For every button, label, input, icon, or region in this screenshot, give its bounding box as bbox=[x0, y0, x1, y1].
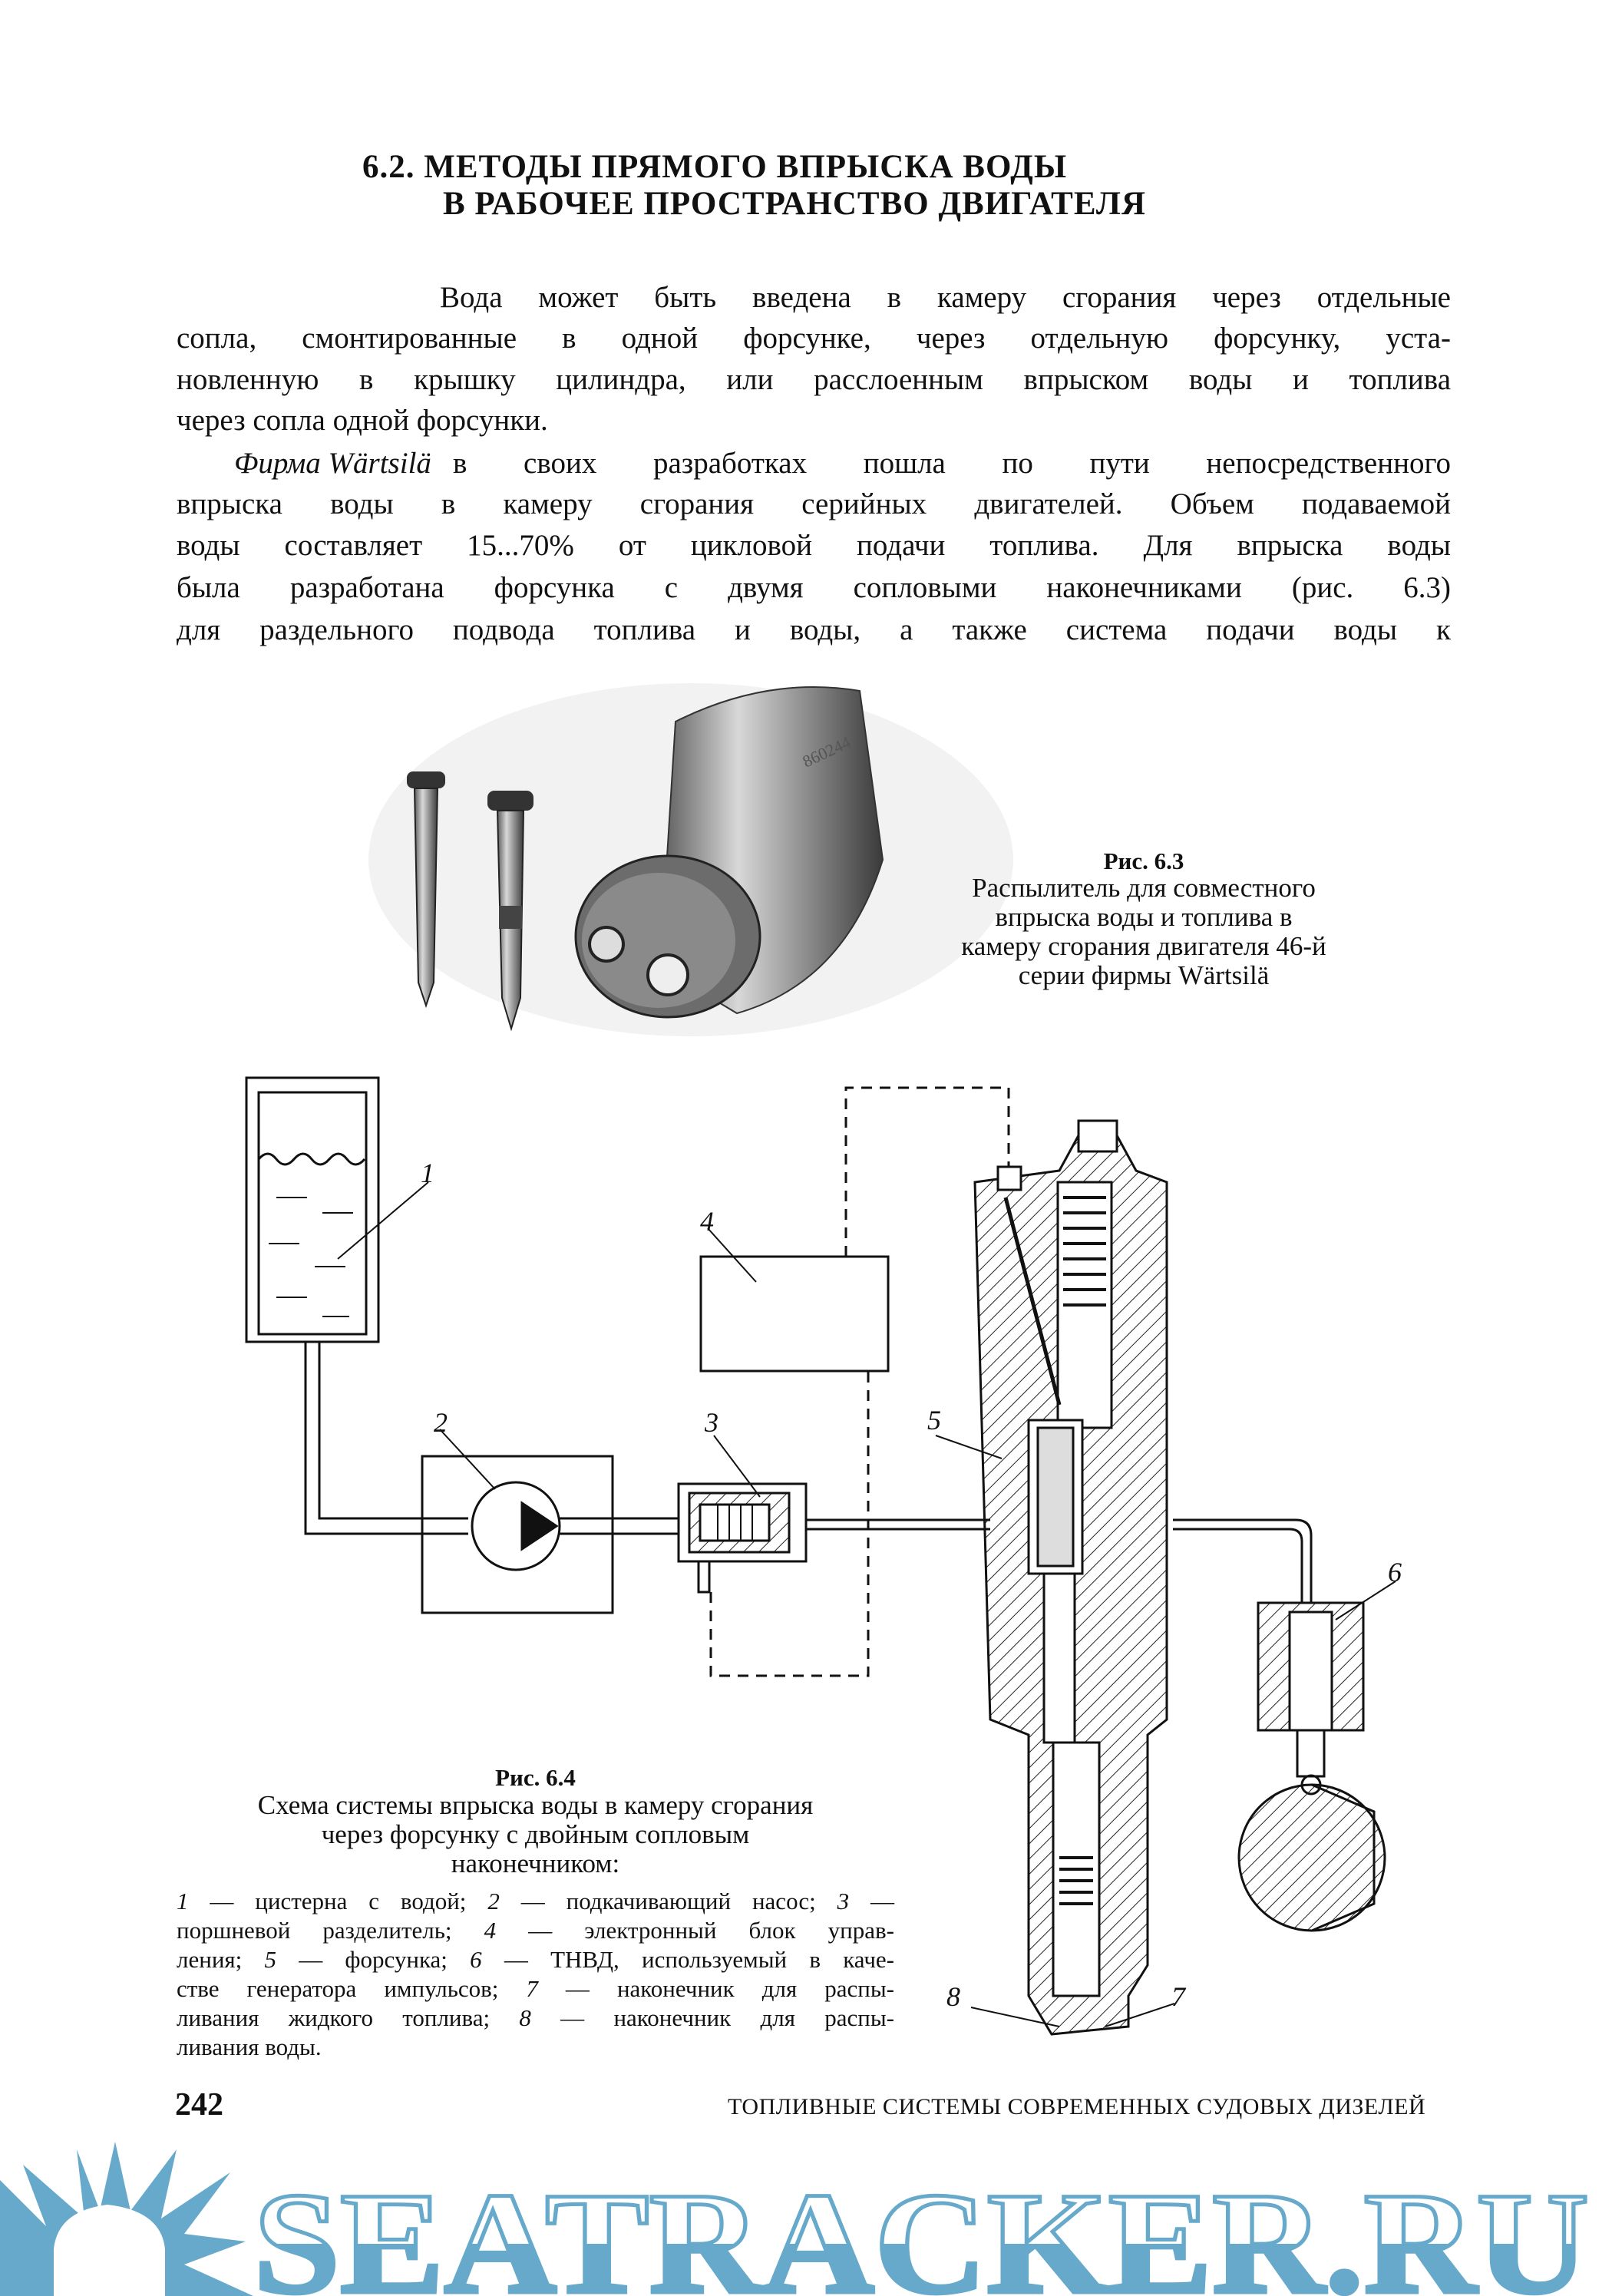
watermark-text: SEATRACKER.RU bbox=[253, 2163, 1589, 2296]
fig-6-4-label: Рис. 6.4 bbox=[495, 1764, 576, 1791]
body-line: для раздельного подвода топлива и воды, а также система подачи воды к bbox=[177, 613, 1451, 646]
hp-fuel-pump bbox=[1239, 1603, 1385, 1931]
watermark-logo bbox=[0, 2142, 1589, 2296]
legend-line: 1 — цистерна с водой; 2 — подкачивающий насос; 3 — bbox=[177, 1888, 894, 1914]
legend-line: стве генератора импульсов; 7 — наконечник для распы- bbox=[177, 1975, 894, 2002]
fig-6-3-caption-line: серии фирмы Wärtsilä bbox=[1018, 960, 1270, 990]
callout-7: 7 bbox=[1171, 1981, 1185, 2012]
section-title-line1: 6.2. МЕТОДЫ ПРЯМОГО ВПРЫСКА ВОДЫ bbox=[362, 149, 1068, 185]
callout-6: 6 bbox=[1388, 1557, 1402, 1587]
fig-6-3-label: Рис. 6.3 bbox=[1103, 847, 1184, 874]
control-unit bbox=[701, 1257, 888, 1371]
sun-icon bbox=[0, 2142, 253, 2296]
body-line: Вода может быть введена в камеру сгорания через отдельные bbox=[440, 281, 1451, 314]
body-line: в своих разработках пошла по пути непосредственного bbox=[453, 447, 1451, 480]
page-number: 242 bbox=[175, 2087, 223, 2123]
fig-6-3-caption-line: впрыска воды и топлива в bbox=[995, 902, 1293, 932]
fig-6-3-caption-line: камеру сгорания двигателя 46-й bbox=[961, 931, 1326, 961]
legend-line: ления; 5 — форсунка; 6 — ТНВД, используемый в каче- bbox=[177, 1946, 894, 1973]
body-line: сопла, смонтированные в одной форсунке, через отдельную форсунку, уста- bbox=[177, 322, 1451, 355]
body-line: новленную в крышку цилиндра, или расслоенным впрыском воды и топлива bbox=[177, 363, 1451, 396]
callout-4: 4 bbox=[700, 1206, 714, 1237]
fig-6-4-caption-line: наконечником: bbox=[451, 1848, 620, 1878]
body-italic-lead: Фирма Wärtsilä bbox=[234, 447, 431, 480]
callout-1: 1 bbox=[421, 1158, 434, 1188]
fig-6-3-caption-line: Распылитель для совместного bbox=[972, 873, 1316, 903]
body-line: была разработана форсунка с двумя сопловыми наконечниками (рис. 6.3) bbox=[177, 571, 1451, 604]
running-title: ТОПЛИВНЫЕ СИСТЕМЫ СОВРЕМЕННЫХ СУДОВЫХ ДИЗЕЛЕЙ bbox=[728, 2094, 1426, 2119]
fig-6-4-caption-line: Схема системы впрыска воды в камеру сгорания bbox=[257, 1790, 814, 1820]
callout-8: 8 bbox=[946, 1981, 960, 2012]
callout-5: 5 bbox=[927, 1405, 941, 1435]
legend-line: ливания воды. bbox=[177, 2033, 322, 2060]
callout-3: 3 bbox=[705, 1407, 718, 1438]
fig-6-4-caption-line: через форсунку с двойным сопловым bbox=[321, 1819, 750, 1849]
body-line: впрыска воды в камеру сгорания серийных двигателей. Объем подаваемой bbox=[177, 487, 1451, 520]
injector bbox=[975, 1121, 1167, 2034]
photo-marking: 860244 bbox=[799, 732, 854, 771]
legend-line: поршневой разделитель; 4 — электронный блок управ- bbox=[177, 1917, 894, 1944]
legend-line: ливания жидкого топлива; 8 — наконечник для распы- bbox=[177, 2004, 894, 2031]
water-level bbox=[259, 1154, 365, 1165]
section-title-line2: В РАБОЧЕЕ ПРОСТРАНСТВО ДВИГАТЕЛЯ bbox=[443, 186, 1147, 222]
body-line: через сопла одной форсунки. bbox=[177, 404, 548, 437]
water-tank bbox=[246, 1078, 378, 1342]
callout-2: 2 bbox=[434, 1407, 448, 1438]
body-line: воды составляет 15...70% от цикловой подачи топлива. Для впрыска воды bbox=[177, 529, 1451, 562]
